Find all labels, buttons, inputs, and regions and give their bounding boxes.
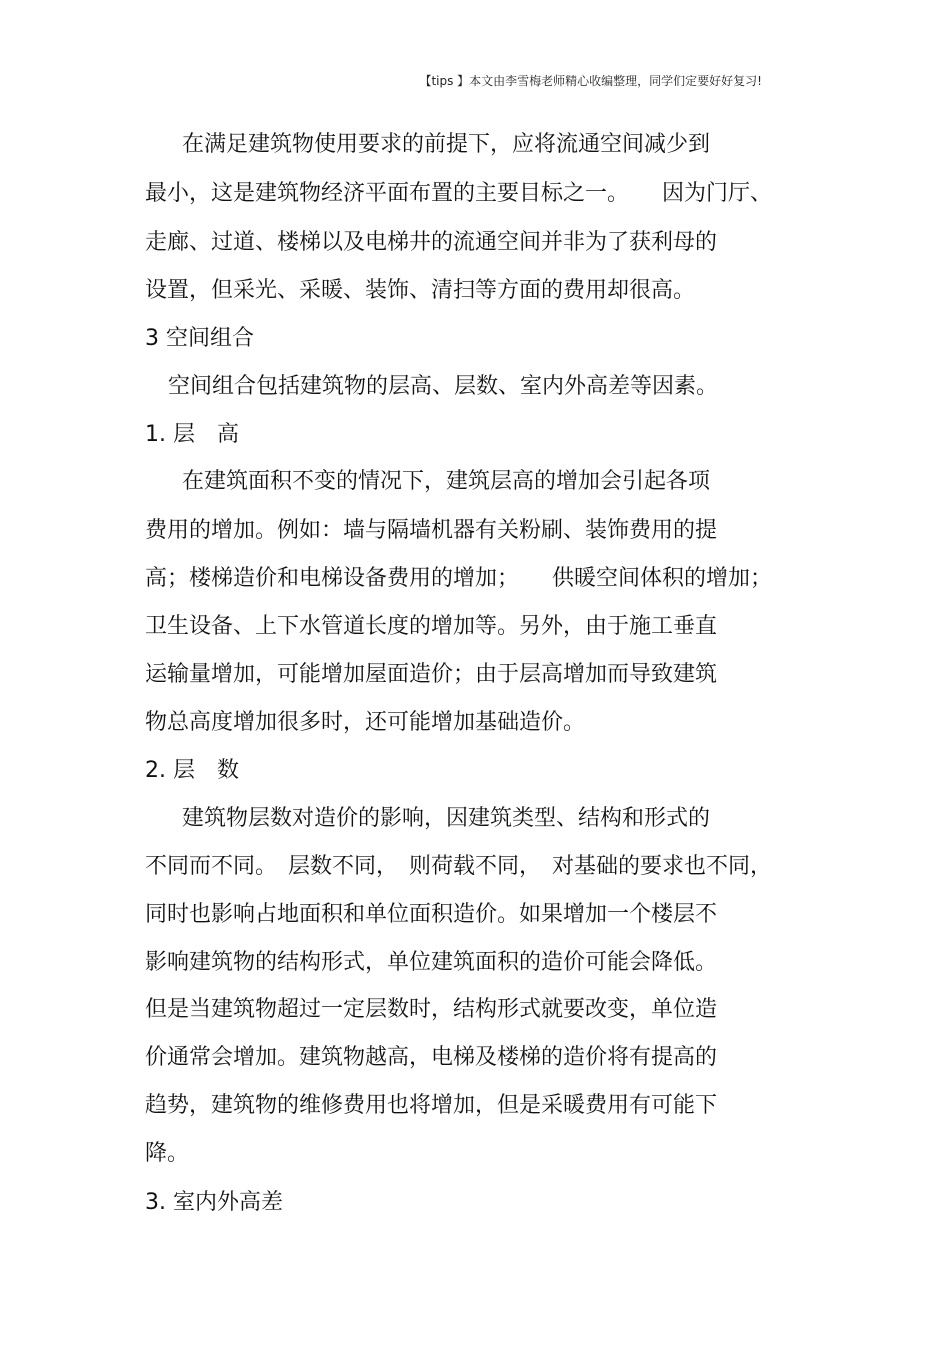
paragraph-line: 降。	[145, 1141, 190, 1166]
paragraph-line: 趋势，建筑物的维修费用也将增加，但是采暖费用有可能下	[145, 1093, 718, 1118]
paragraph-line: 费用的增加。例如：墙与隔墙机器有关粉刷、装饰费用的提	[145, 518, 718, 543]
paragraph-line: 不同而不同。 层数不同， 则荷载不同， 对基础的要求也不同，	[145, 854, 773, 879]
section-heading: 2. 层 数	[145, 758, 239, 783]
paragraph-line: 最小，这是建筑物经济平面布置的主要目标之一。 因为门厅、	[145, 181, 773, 206]
paragraph-line: 同时也影响占地面积和单位面积造价。如果增加一个楼层不	[145, 902, 718, 927]
paragraph-line: 空间组合包括建筑物的层高、层数、室内外高差等因素。	[168, 374, 719, 399]
paragraph-line: 在建筑面积不变的情况下，建筑层高的增加会引起各项	[182, 469, 711, 494]
paragraph-line: 价通常会增加。建筑物越高，电梯及楼梯的造价将有提高的	[145, 1045, 718, 1070]
paragraph-line: 建筑物层数对造价的影响，因建筑类型、结构和形式的	[182, 806, 711, 831]
paragraph-line: 设置，但采光、采暖、装饰、清扫等方面的费用却很高。	[145, 278, 696, 303]
paragraph-line: 在满足建筑物使用要求的前提下，应将流通空间减少到	[182, 132, 711, 157]
paragraph-line: 卫生设备、上下水管道长度的增加等。另外，由于施工垂直	[145, 614, 718, 639]
section-heading: 3 空间组合	[145, 326, 254, 351]
paragraph-line: 走廊、过道、楼梯以及电梯井的流通空间并非为了获利母的	[145, 230, 718, 255]
paragraph-line: 物总高度增加很多时，还可能增加基础造价。	[145, 710, 586, 735]
paragraph-line: 高；楼梯造价和电梯设备费用的增加； 供暖空间体积的增加；	[145, 566, 773, 591]
header-tip: 【tips 】本文由李雪梅老师精心收编整理，同学们定要好好复习!	[419, 74, 762, 88]
paragraph-line: 但是当建筑物超过一定层数时，结构形式就要改变，单位造	[145, 997, 718, 1022]
section-heading: 3. 室内外高差	[145, 1190, 283, 1215]
paragraph-line: 运输量增加，可能增加屋面造价；由于层高增加而导致建筑	[145, 662, 718, 687]
section-heading: 1. 层 高	[145, 422, 239, 447]
paragraph-line: 影响建筑物的结构形式，单位建筑面积的造价可能会降低。	[145, 950, 718, 975]
